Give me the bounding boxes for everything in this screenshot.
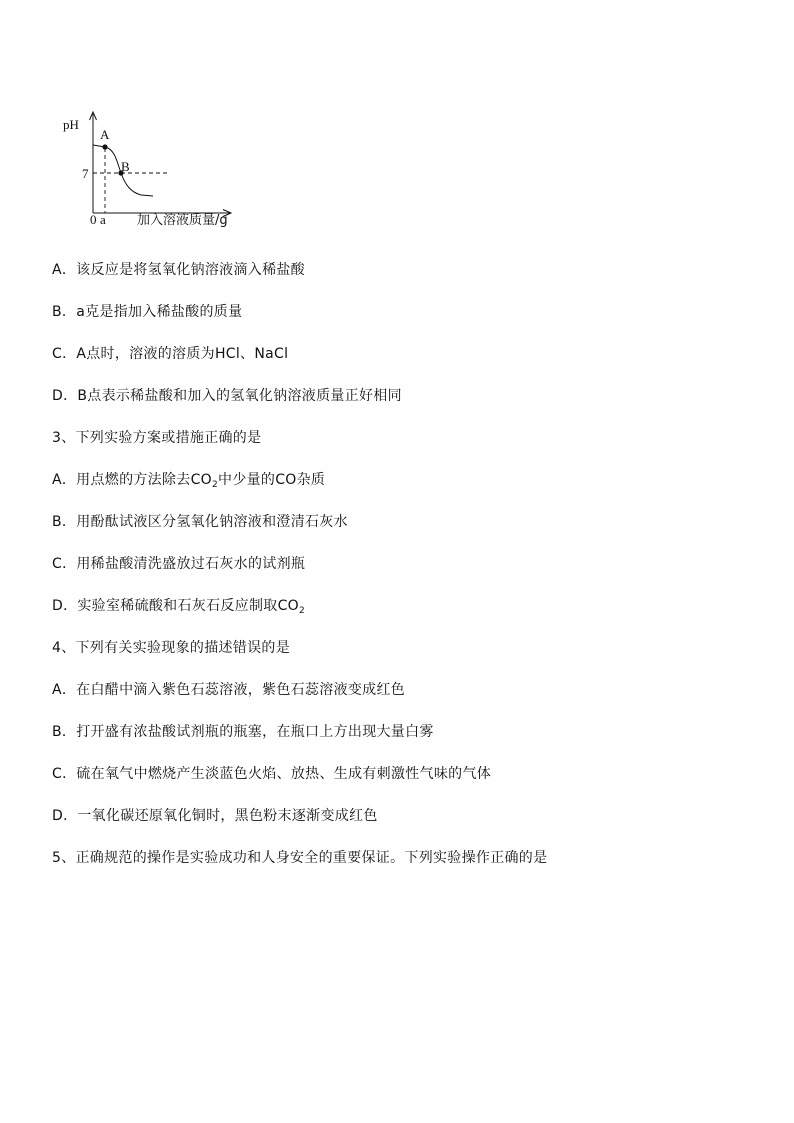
q3-option-c: C．用稀盐酸清洗盛放过石灰水的试剂瓶 (52, 556, 306, 572)
q2-option-a: A．该反应是将氢氧化钠溶液滴入稀盐酸 (52, 262, 305, 278)
origin-label: 0 (90, 212, 97, 227)
q2-option-c: C．A点时，溶液的溶质为HCl、NaCl (52, 346, 289, 362)
point-a (102, 144, 107, 149)
q3-option-d-text: D．实验室稀硫酸和石灰石反应制取CO (52, 598, 299, 614)
q3-option-a-text: A．用点燃的方法除去CO (52, 472, 212, 488)
q5-stem: 5、正确规范的操作是实验成功和人身安全的重要保证。下列实验操作正确的是 (52, 850, 548, 866)
q4-stem: 4、下列有关实验现象的描述错误的是 (52, 640, 291, 656)
q4-option-b: B．打开盛有浓盐酸试剂瓶的瓶塞，在瓶口上方出现大量白雾 (52, 724, 434, 740)
q3-stem: 3、下列实验方案或措施正确的是 (52, 430, 262, 446)
q3-option-a (52, 471, 325, 489)
point-a-label: A (100, 127, 110, 142)
y-axis-label: pH (63, 117, 79, 132)
subscript-2: 2 (298, 606, 306, 616)
subscript-2: 2 (211, 480, 219, 490)
q4-option-c: C．硫在氧气中燃烧产生淡蓝色火焰、放热、生成有刺激性气味的气体 (52, 766, 492, 782)
x-tick-label: a (100, 212, 106, 227)
q4-option-a: A．在白醋中滴入紫色石蕊溶液，紫色石蕊溶液变成红色 (52, 682, 406, 698)
q4-option-d: D．一氧化碳还原氧化铜时，黑色粉末逐渐变成红色 (52, 808, 378, 824)
q3-option-d (52, 597, 305, 615)
q2-option-d: D．B点表示稀盐酸和加入的氢氧化钠溶液质量正好相同 (52, 388, 402, 404)
y-tick-label: 7 (82, 166, 89, 181)
q2-option-b: B．a克是指加入稀盐酸的质量 (52, 304, 243, 320)
ph-curve-figure (55, 108, 270, 233)
point-b-label: B (121, 159, 130, 174)
q3-option-a-text-end: 中少量的CO杂质 (218, 472, 326, 488)
q3-option-b: B．用酚酞试液区分氢氧化钠溶液和澄清石灰水 (52, 514, 348, 530)
x-axis-label: 加入溶液质量/g (137, 213, 228, 228)
